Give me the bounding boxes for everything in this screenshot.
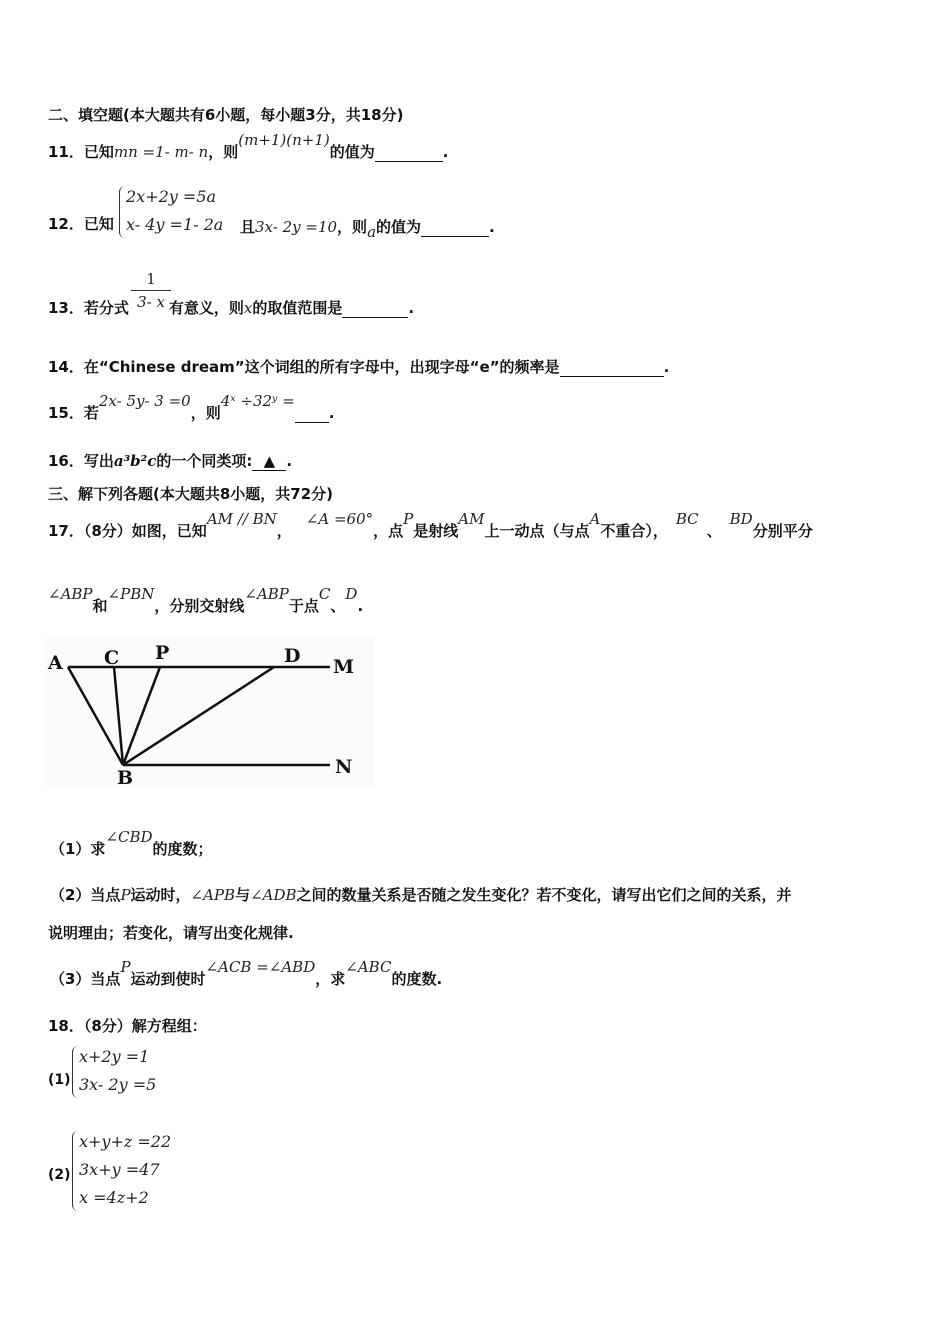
q17-sep-4: 上一动点（与点 — [484, 522, 590, 540]
q17-label: 17．（8分）如图，已知 — [48, 522, 207, 540]
q17-part-2 — [50, 884, 792, 905]
label-p: P — [155, 642, 170, 664]
q17-p2-angle-apb: ∠APB — [190, 886, 236, 904]
q17-line-1 — [48, 510, 813, 541]
q16-answer[interactable]: ▲ — [252, 452, 286, 471]
question-12-rest — [240, 216, 495, 241]
q17-angle-abp: ∠ABP — [48, 585, 93, 603]
q17-p3-t1: 运动到使时 — [130, 970, 206, 988]
q17-point-c: C — [318, 585, 331, 603]
q18-s2-brace — [72, 1131, 78, 1211]
q17-p2-t1: 运动时， — [130, 886, 191, 904]
q11-then: ，则 — [208, 143, 239, 161]
q17-p3-angle-abc: ∠ABC — [345, 958, 392, 976]
q12-tail: 的值为 — [376, 218, 422, 236]
q18-title: 18．（8分）解方程组： — [48, 1017, 207, 1035]
segment-db — [123, 667, 274, 765]
q17-line-2 — [48, 585, 364, 616]
q12-condition: 3x- 2y =10 — [255, 218, 338, 236]
q18-s2-eq3: x =4z+2 — [79, 1188, 149, 1207]
q17-figure-svg — [44, 637, 374, 787]
q17-p1-angle: ∠CBD — [105, 828, 153, 846]
q14-end: . — [663, 358, 670, 376]
q16-tail: 的一个同类项: — [156, 452, 253, 470]
q12-then: ，则 — [337, 218, 368, 236]
q11-answer-blank[interactable] — [375, 147, 443, 162]
q13-answer-blank[interactable] — [342, 303, 408, 318]
q15-end: . — [328, 404, 335, 422]
label-d: D — [284, 645, 301, 667]
q11-tail: 的值为 — [329, 143, 375, 161]
q17-figure — [44, 637, 374, 787]
q16-text: 16．写出 — [48, 452, 114, 470]
q17-p3-t3: 的度数. — [391, 970, 443, 988]
q14-text: 14．在“Chinese dream”这个词组的所有字母中，出现字母“e”的频率是 — [48, 358, 560, 376]
q17-p3-var: P — [120, 958, 131, 976]
q12-var: a — [367, 223, 377, 241]
q17-p1-label: （1）求 — [50, 840, 106, 858]
q11-condition: mn =1- m- n — [113, 143, 209, 161]
q18-s2-label: (2) — [48, 1167, 71, 1183]
q17-p2-angle-adb: ∠ADB — [250, 886, 297, 904]
q12-answer-blank[interactable] — [421, 222, 489, 237]
q13-mid: 有意义，则 — [168, 299, 244, 317]
q17-sep-2: ，点 — [373, 522, 404, 540]
q12-eq1: 2x+2y =5a — [126, 187, 217, 206]
label-b: B — [117, 767, 134, 787]
q17-sep-6: 、 — [706, 522, 722, 540]
q17-p2-label: （2）当点 — [50, 886, 121, 904]
label-n: N — [335, 756, 353, 778]
q17-point-d: D — [345, 585, 358, 603]
q13-numerator: 1 — [146, 270, 156, 288]
q17-ray-abp: ∠ABP — [244, 585, 289, 603]
q12-eq2: x- 4y =1- 2a — [126, 215, 224, 234]
label-a: A — [48, 652, 63, 674]
q14-answer-blank[interactable] — [560, 362, 664, 377]
q17-point-a: A — [589, 510, 601, 528]
q12-end: . — [489, 218, 495, 236]
q18-s2-eq1: x+y+z =22 — [79, 1132, 172, 1151]
q17-line2-end: . — [357, 597, 364, 615]
question-14 — [48, 356, 669, 377]
q18-s1-eq1: x+2y =1 — [79, 1047, 150, 1066]
q11-end: . — [442, 143, 449, 161]
q13-fraction — [131, 270, 171, 311]
q13-denominator: 3- x — [131, 290, 171, 311]
q17-sep-5: 不重合）， — [600, 522, 668, 540]
q17-angle-pbn: ∠PBN — [107, 585, 155, 603]
q11-expression: (m+1)(n+1) — [238, 131, 330, 149]
q15-answer-blank[interactable] — [295, 408, 329, 423]
q18-s1-eq2: 3x- 2y =5 — [79, 1075, 157, 1094]
q17-p2-var: P — [120, 886, 131, 904]
q15-then: ，则 — [190, 404, 221, 422]
q13-var: x — [243, 299, 253, 317]
q17-p3-condition: ∠ACB =∠ABD — [205, 958, 316, 976]
question-15 — [48, 392, 335, 423]
segment-pb — [123, 667, 160, 765]
q17-sep-1: ， — [276, 522, 292, 540]
q17-intersect-text: ，分别交射线 — [154, 597, 245, 615]
q13-label: 13．若分式 — [48, 299, 129, 317]
q18-system-2 — [79, 1128, 171, 1212]
q17-part-1 — [50, 828, 213, 859]
q13-tail: 的取值范围是 — [252, 299, 343, 317]
q18-s2-eq2: 3x+y =47 — [79, 1160, 160, 1179]
q17-sep-7: 分别平分 — [752, 522, 813, 540]
q12-and: 且 — [240, 218, 256, 236]
q17-p2-t2: 与 — [235, 886, 251, 904]
label-c: C — [104, 647, 120, 669]
q17-bd: BD — [729, 510, 753, 528]
q17-p3-label: （3）当点 — [50, 970, 121, 988]
q17-and: 和 — [92, 597, 108, 615]
question-13 — [48, 297, 414, 318]
q17-bc: BC — [675, 510, 699, 528]
q11-label: 11．已知 — [48, 143, 114, 161]
q18-s1-brace — [72, 1046, 78, 1098]
q18-system-1 — [79, 1043, 156, 1099]
q13-end: . — [408, 299, 415, 317]
q17-part-3 — [50, 958, 443, 989]
q17-expr-am-bn: AM // BN — [206, 510, 277, 528]
label-m: M — [333, 656, 355, 678]
q16-end: . — [286, 452, 293, 470]
q17-ray-am: AM — [458, 510, 485, 528]
q17-p2-t3: 之间的数量关系是否随之发生变化？若不变化，请写出它们之间的关系，并 — [296, 886, 792, 904]
q17-at-points: 于点 — [288, 597, 319, 615]
q17-sep-3: 是射线 — [413, 522, 459, 540]
q15-label: 15．若 — [48, 404, 99, 422]
q17-p1-tail: 的度数； — [152, 840, 213, 858]
question-16 — [48, 450, 292, 471]
question-11 — [48, 131, 449, 162]
q12-system — [126, 183, 223, 239]
q17-expr-angle-a: ∠A =60° — [305, 510, 374, 528]
q15-expression: 4ˣ ÷32ʸ = — [220, 392, 295, 410]
q18-s1-label: (1) — [48, 1072, 71, 1088]
q17-var-p: P — [403, 510, 414, 528]
q17-sep-cd: 、 — [330, 597, 346, 615]
q12-label: 12．已知 — [48, 215, 114, 233]
q15-condition: 2x- 5y- 3 =0 — [98, 392, 191, 410]
q12-brace — [119, 186, 125, 238]
q17-part-2-line-2: 说明理由；若变化，请写出变化规律. — [48, 924, 294, 942]
q17-p3-t2: ，求 — [315, 970, 346, 988]
q16-term: a³b²c — [113, 452, 157, 470]
section-3-title: 三、解下列各题(本大题共8小题，共72分) — [48, 485, 334, 503]
section-2-title: 二、填空题(本大题共有6小题，每小题3分，共18分) — [48, 106, 404, 124]
